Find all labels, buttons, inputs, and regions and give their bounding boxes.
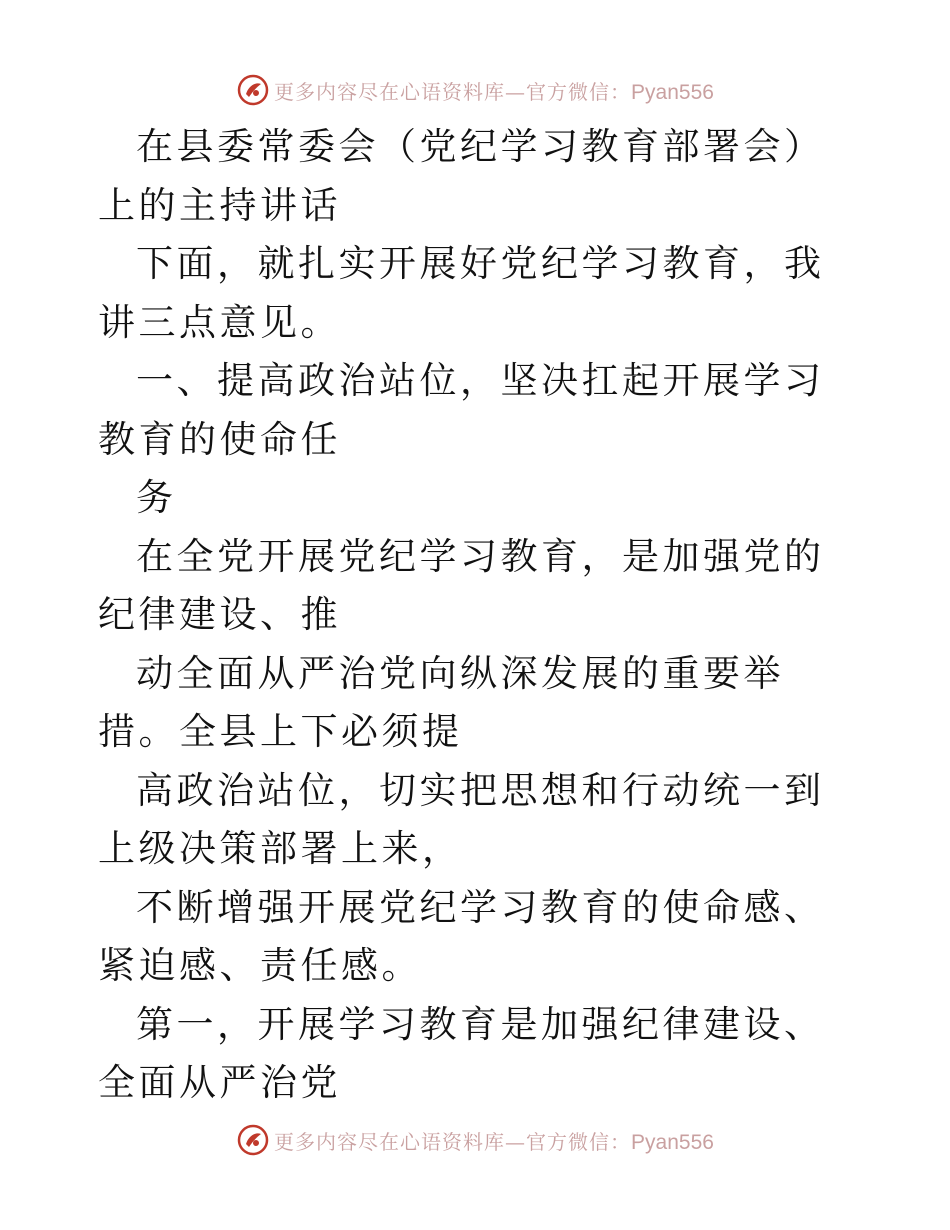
watermark-text: [274, 1126, 714, 1155]
speech-title: 在县委常委会（党纪学习教育部署会）上的主持讲话: [98, 125, 825, 227]
watermark-text: [274, 76, 714, 105]
body-paragraph: 不断增强开展党纪学习教育的使命感、紧迫感、责任感。: [98, 885, 825, 987]
header-watermark: [0, 70, 950, 110]
intro-paragraph: 下面，就扎实开展好党纪学习教育，我讲三点意见。: [98, 242, 825, 344]
document-body: [98, 118, 858, 1113]
watermark-label: 更多内容尽在心语资料库—官方微信：: [274, 79, 632, 104]
watermark-label: 更多内容尽在心语资料库—官方微信：: [274, 1129, 632, 1154]
section-heading-1-continued: 务: [136, 476, 177, 519]
watermark-wechat-id: Pyan556: [631, 80, 714, 104]
section-heading-1: 一、提高政治站位，坚决扛起开展学习教育的使命任: [98, 359, 825, 461]
body-paragraph: 动全面从严治党向纵深发展的重要举措。全县上下必须提: [98, 651, 784, 753]
logo-icon: [236, 1123, 270, 1157]
point-one-paragraph: 第一，开展学习教育是加强纪律建设、全面从严治党: [98, 1002, 825, 1104]
footer-watermark: [0, 1120, 950, 1160]
body-paragraph: 高政治站位，切实把思想和行动统一到上级决策部署上来，: [98, 768, 825, 870]
logo-icon: [236, 73, 270, 107]
watermark-wechat-id: Pyan556: [631, 1130, 714, 1154]
body-paragraph: 在全党开展党纪学习教育，是加强党的纪律建设、推: [98, 534, 825, 636]
